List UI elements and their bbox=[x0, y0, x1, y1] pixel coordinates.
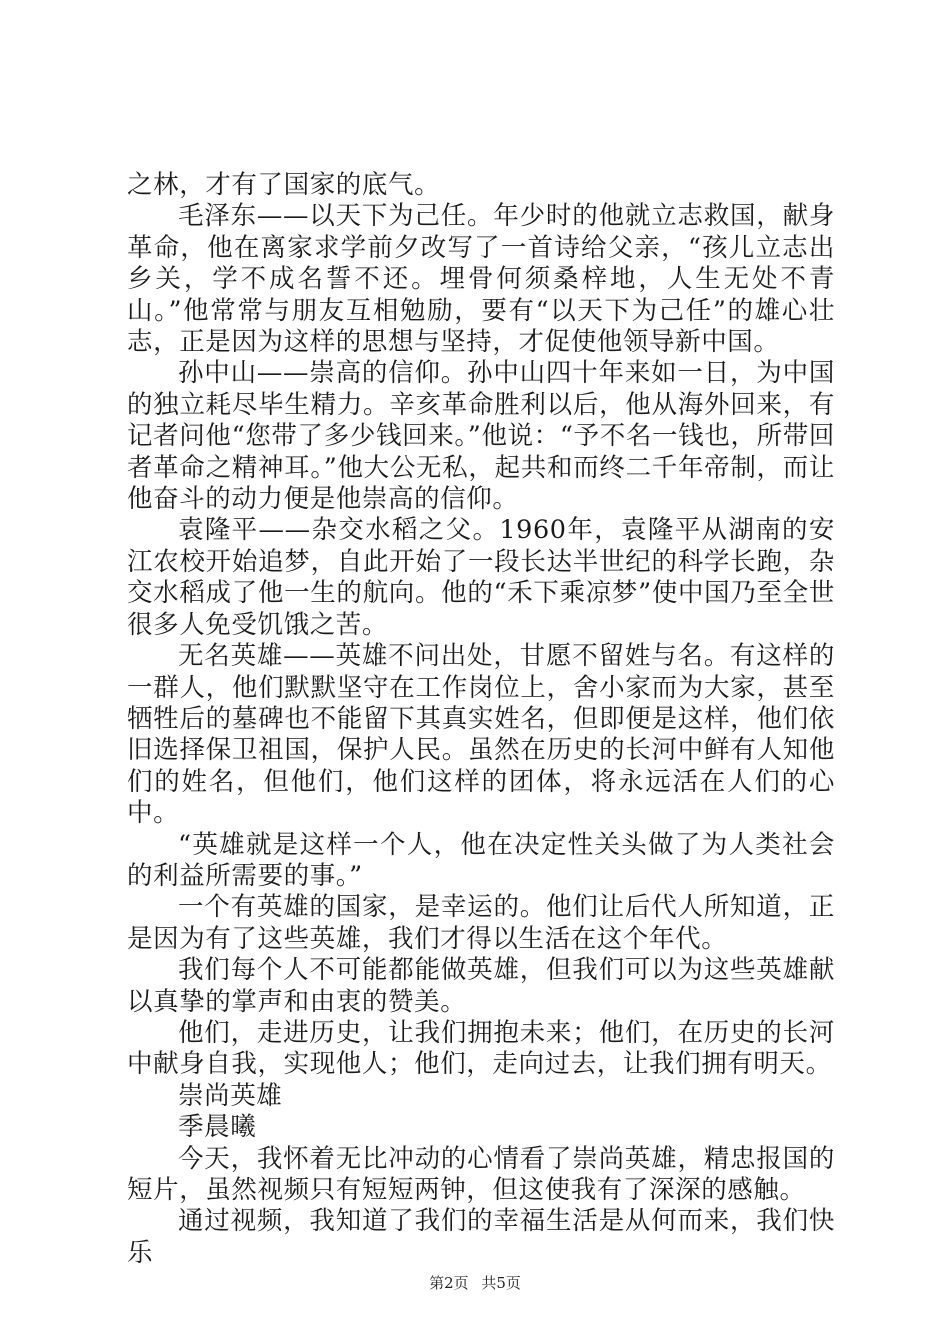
paragraph-1: 之林，才有了国家的底气。 bbox=[127, 170, 441, 200]
paragraph-video: 通过视频，我知道了我们的幸福生活是从何而来，我们快乐 bbox=[127, 1206, 835, 1268]
paragraph-today: 今天，我怀着无比冲动的心情看了崇尚英雄，精忠报国的短片，虽然视频只有短短两钟，但这使我有了深深的感触。 bbox=[127, 1143, 835, 1205]
paragraph-applause: 我们每个人不可能都能做英雄，但我们可以为这些英雄献以真挚的掌声和由衷的赞美。 bbox=[127, 955, 835, 1017]
page-total: 共5页 bbox=[481, 1274, 521, 1292]
paragraph-lucky-nation: 一个有英雄的国家，是幸运的。他们让后代人所知道，正是因为有了这些英雄，我们才得以生活在这个年代。 bbox=[127, 892, 835, 954]
paragraph-sun-zhongshan: 孙中山——崇高的信仰。孙中山四十年来如一日，为中国的独立耗尽毕生精力。辛亥革命胜利以后，他从海外回来，有记者问他“您带了多少钱回来。”他说：“予不名一钱也，所带回者革命之精神耳。”他大公无私，起共和而终二千年帝制，而让他奋斗的动力便是他崇高的信仰。 bbox=[127, 358, 835, 515]
page-number: 第2页 bbox=[429, 1274, 469, 1292]
paragraph-unknown-heroes: 无名英雄——英雄不问出处，甘愿不留姓与名。有这样的一群人，他们默默坚守在工作岗位上，舍小家而为大家，甚至牺牲后的墓碑也不能留下其真实姓名，但即便是这样，他们依旧选择保卫祖国，保护人民。虽然在历史的长河中鲜有人知他们的姓名，但他们，他们这样的团体，将永远活在人们的心中。 bbox=[127, 641, 835, 829]
paragraph-mao-zedong: 毛泽东——以天下为己任。年少时的他就立志救国，献身革命，他在离家求学前夕改写了一首诗给父亲，“孩儿立志出乡关，学不成名誓不还。埋骨何须桑梓地，人生无处不青山。”他常常与朋友互相勉励，要有“以天下为己任”的雄心壮志，正是因为这样的思想与坚持，才促使他领导新中国。 bbox=[127, 201, 835, 358]
page-footer bbox=[0, 1272, 950, 1293]
essay-author: 季晨曦 bbox=[178, 1112, 257, 1143]
document-body bbox=[127, 170, 835, 1269]
paragraph-quote: “英雄就是这样一个人，他在决定性关头做了为人类社会的利益所需要的事。” bbox=[127, 829, 835, 891]
paragraph-history: 他们，走进历史，让我们拥抱未来；他们，在历史的长河中献身自我，实现他人；他们，走向过去，让我们拥有明天。 bbox=[127, 1017, 835, 1080]
essay-title: 崇尚英雄 bbox=[178, 1080, 283, 1111]
paragraph-yuan-longping: 袁隆平——杂交水稻之父。1960年，袁隆平从湖南的安江农校开始追梦，自此开始了一段长达半世纪的科学长跑，杂交水稻成了他一生的航向。他的“禾下乘凉梦”使中国乃至全世很多人免受饥饿之苦。 bbox=[127, 515, 835, 640]
